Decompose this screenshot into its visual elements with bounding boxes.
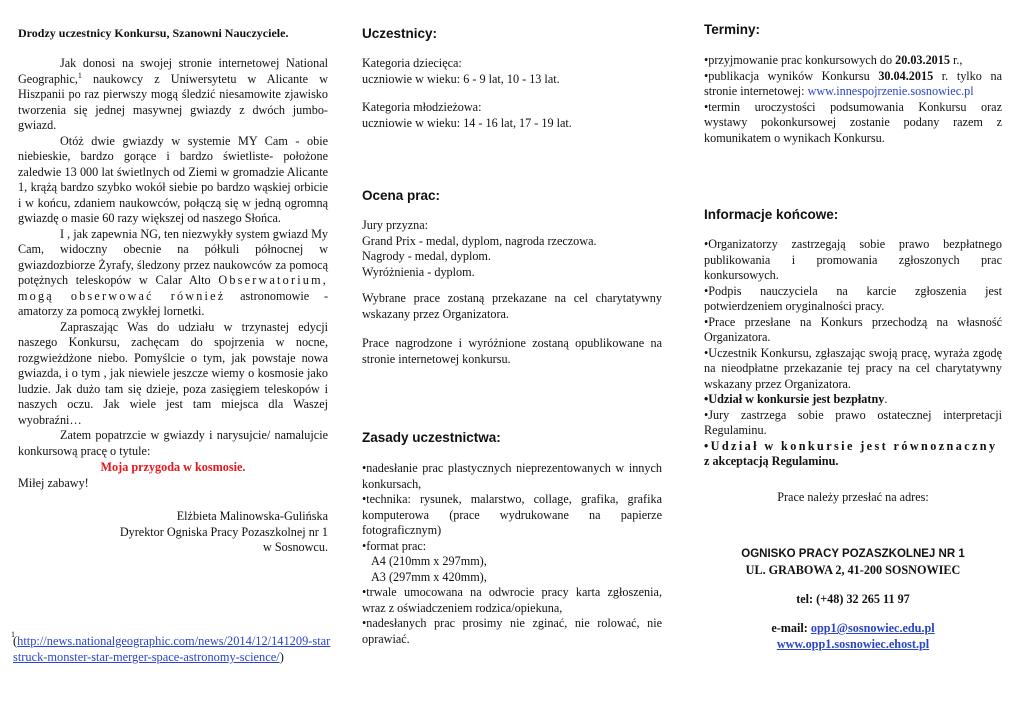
rule-item: •nadesłanie prac plastycznych nieprezentowanych w innych konkursach, <box>362 461 662 491</box>
rule-item: •nadesłanych prac prosimy nie zginać, nie rolować, nie oprawiać. <box>362 616 662 646</box>
category-kids: Kategoria dziecięca: uczniowie w wieku: 6 - 9 lat, 10 - 13 lat. <box>362 56 560 86</box>
terms-list <box>704 53 1002 146</box>
signature-city: w Sosnowcu. <box>262 540 328 554</box>
participants-heading: Uczestnicy: <box>362 26 438 41</box>
term-item: •termin uroczystości podsumowania Konkursu oraz wystawy pokonkursowej zostanie podany razem z komunikatem o wynikach Konkursu. <box>704 99 1002 145</box>
paragraph-4: Zapraszając Was do udziału w trzynastej edycji naszego Konkursu, zachęcam do spojrzenia w nocne, rozgwieżdżone niebo. Pomyślcie o tym, jak powstaje nowa gwiazda, i o tym , jak niewiele jeszcze wiemy o kosmosie jako ludzie. Jak dużo tam się dzieje, poza zasięgiem teleskopów i naszych oczu. Jak wiele jest tam miejsca dla Waszej wyobraźni… <box>18 319 328 427</box>
phone-number: tel: (+48) 32 265 11 97 <box>796 592 910 606</box>
greeting: Drodzy uczestnicy Konkursu, Szanowni Nauczyciele. <box>18 26 289 40</box>
email-link[interactable]: opp1@sosnowiec.edu.pl <box>810 621 935 635</box>
rule-item: •technika: rysunek, malarstwo, collage, grafika, grafika komputerowa (prace wydrukowane na papierze fotograficznym) <box>362 492 662 537</box>
paragraph-2: Otóż dwie gwiazdy w systemie MY Cam - obie niebieskie, bardzo gorące i bardzo świetliste- położone zaledwie 13 000 lat świetlnych od Ziemi w gromadzie Alicante 1, krążą bardzo szybko wokół siebie po bardzo wąskiej orbicie i w końcu, zdaniem naukowców, połączą się w jedną ogromną gwiazdę o masie 60 razy większej od naszego Słońca. <box>18 133 328 225</box>
organization-address: UL. GRABOWA 2, 41-200 SOSNOWIEC <box>745 563 961 577</box>
rule-format-a4: A4 (210mm x 297mm), <box>371 554 487 568</box>
publication-note: Prace nagrodzone i wyróżnione zostaną opublikowane na stronie internetowej konkursu. <box>362 336 662 366</box>
closing-line: Miłej zabawy! <box>18 475 89 490</box>
final-item: •Uczestnik Konkursu, zgłaszając swoją pracę, wyraża zgodę na nieodpłatne przekazanie tej pracy na cel charytatywny wskazany przez Organizatora. <box>704 345 1002 391</box>
paragraph-3: I , jak zapewnia NG, ten niezwykły system gwiazd My Cam, widoczny obecnie na półkuli północnej w gwiazdozbiorze Żyrafy, śledzony przez naukowców za pomocą potężnych teleskopów w Calar Alto Obserwatorium, mogą obserwować również astronomowie - amatorzy za pomocą zwykłej lornetki. <box>18 226 329 318</box>
charity-note: Wybrane prace zostaną przekazane na cel charytatywny wskazany przez Organizatora. <box>362 291 662 321</box>
rule-item: •format prac: <box>362 538 427 553</box>
paragraph-1: Jak donosi na swojej stronie internetowej National Geographic,$^1$ naukowcy z Uniwersytetu w Alicante w Hiszpanii po raz pierwszy mogą śledzić niesamowite zjawisko tworzenia się jednej masywnej gwiazdy z dwóch jumbo-gwiazd. <box>18 56 328 132</box>
signature-block <box>18 509 328 556</box>
rules-list <box>362 461 662 647</box>
footnote-marker: 1 <box>77 70 82 80</box>
email-line: e-mail: opp1@sosnowiec.edu.pl <box>771 621 935 635</box>
organization-website-link[interactable]: www.opp1.sosnowiec.ehost.pl <box>776 637 930 651</box>
website-line <box>704 637 1002 653</box>
final-item: •Prace przesłane na Konkurs przechodzą na własność Organizatora. <box>704 314 1002 344</box>
evaluation-heading: Ocena prac: <box>362 188 441 203</box>
final-item: •Organizatorzy zastrzegają sobie prawo bezpłatnego publikowania i promowania zgłoszonych prac konkursowych. <box>704 237 1002 282</box>
footnote: 1 (http://news.nationalgeographic.com/news/2014/12/141209-starstruck-monster-star-merger-space-astronomy-science/) <box>13 633 333 665</box>
footnote-number: 1 <box>11 630 15 639</box>
term-item: •publikacja wyników Konkursu 30.04.2015 r. tylko na stronie internetowej: www.innespojrzenie.sosnowiec.pl <box>704 68 1002 98</box>
category-youth: Kategoria młodzieżowa: uczniowie w wieku: 14 - 16 lat, 17 - 19 lat. <box>362 100 572 130</box>
terms-heading: Terminy: <box>704 22 761 37</box>
rules-heading: Zasady uczestnictwa: <box>362 430 501 445</box>
contest-title: Moja przygoda w kosmosie. <box>100 460 246 474</box>
final-info-heading: Informacje końcowe: <box>704 207 839 222</box>
final-item: •Jury zastrzega sobie prawo ostatecznej interpretacji Regulaminu. <box>704 407 1002 437</box>
final-item: •Udział w konkursie jest bezpłatny. <box>704 392 888 406</box>
rule-item: •trwale umocowana na odwrocie pracy karta zgłoszenia, wraz z oświadczeniem rodzica/opiekuna, <box>362 585 662 615</box>
final-item: •Udział w konkursie jest równoznaczny z akceptacją Regulaminu. <box>704 438 998 468</box>
contest-website-link[interactable]: www.innespojrzenie.sosnowiec.pl <box>807 84 974 98</box>
footnote-link[interactable]: http://news.nationalgeographic.com/news/2014/12/141209-starstruck-monster-star-merger-space-astronomy-science/ <box>13 634 331 664</box>
paragraph-5: Zatem popatrzcie w gwiazdy i narysujcie/ namalujcie konkursową pracę o tytule: <box>18 428 328 458</box>
signature-name: Elżbieta Malinowska-Gulińska <box>176 509 328 523</box>
final-item: •Podpis nauczyciela na karcie zgłoszenia jest potwierdzeniem oryginalności pracy. <box>704 283 1002 313</box>
final-info-list <box>704 237 1002 470</box>
signature-role: Dyrektor Ogniska Pracy Pozaszkolnej nr 1 <box>119 524 328 539</box>
term-item: •przyjmowanie prac konkursowych do 20.03.2015 r., <box>704 53 963 67</box>
awards-list: Jury przyzna: Grand Prix - medal, dyplom, nagroda rzeczowa. Nagrody - medal, dyplom. Wyróżnienia - dyplom. <box>362 218 597 279</box>
send-instruction: Prace należy przesłać na adres: <box>777 490 929 504</box>
letter-body <box>18 56 328 556</box>
rule-format-a3: A3 (297mm x 420mm), <box>371 569 487 584</box>
organization-name: OGNISKO PRACY POZASZKOLNEJ NR 1 <box>741 548 965 560</box>
